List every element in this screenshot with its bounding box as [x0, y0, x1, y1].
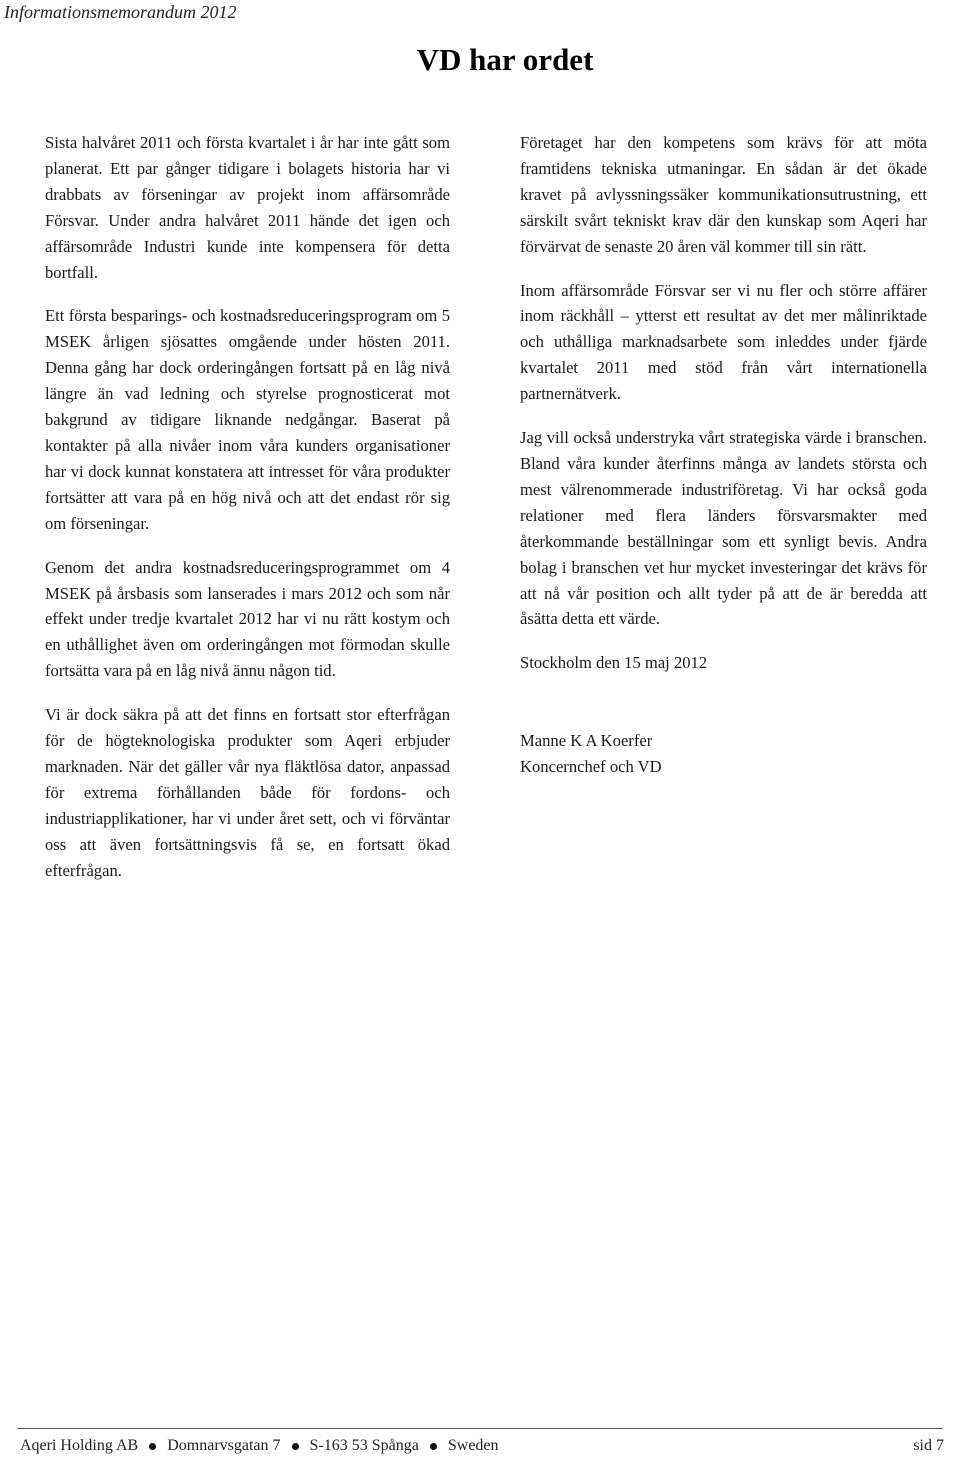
signature-title: Koncernchef och VD [520, 757, 662, 777]
body-paragraph: Ett första besparings- och kostnadsreduceringsprogram om 5 MSEK årligen sjösattes omgående under hösten 2011. Denna gång har dock orderingången fortsatt på en låg nivå längre än vad ledning och styrelse prognosticerat mot bakgrund av tidigare liknande nedgångar. Baserat på kontakter på alla nivåer inom våra kunders organisationer har vi dock kunnat konstatera att intresset för våra produkter fortsätter att vara på en hög nivå och att det endast rör sig om förseningar. [45, 306, 450, 533]
left-text-column [45, 130, 450, 883]
body-paragraph: Inom affärsområde Försvar ser vi nu fler och större affärer inom räckhåll – ytterst ett resultat av det mer målinriktade och uthålliga marknadsarbete som inleddes under fjärde kvartalet 2011 med stöd från vårt internationella partnernätverk. [520, 280, 927, 404]
footer-address [20, 1437, 499, 1455]
page-title: VD har ordet [416, 42, 594, 77]
footer-postal: S-163 53 Spånga [309, 1437, 419, 1454]
body-paragraph: Jag vill också understryka vårt strategiska värde i branschen. Bland våra kunder återfinns många av landets största och mest välrenommerade industriföretag. Vi har också goda relationer med flera länders försvarsmakter med återkommande beställningar som ett synligt bevis. Andra bolag i branschen vet hur mycket investeringar det krävs för att nå vår position och allt tyder på att de är beredda att åsätta detta ett värde. [520, 428, 927, 629]
signature-name: Manne K A Koerfer [520, 731, 653, 751]
footer-street: Domnarvsgatan 7 [167, 1437, 281, 1454]
running-header-title: Informationsmemorandum 2012 [4, 2, 237, 22]
footer-divider [17, 1428, 943, 1429]
body-paragraph: Företaget har den kompetens som krävs för att möta framtidens tekniska utmaningar. En sådan är det ökade kravet på avlyssningssäker kommunikationsutrustning, ett särskilt svårt tekniskt krav där den kunskap som Aqeri har förvärvat de senaste 20 åren väl kommer till sin rätt. [520, 133, 927, 256]
place-and-date: Stockholm den 15 maj 2012 [520, 653, 708, 673]
bullet-separator-icon [430, 1443, 437, 1450]
bullet-separator-icon [292, 1443, 299, 1450]
bullet-separator-icon [149, 1443, 156, 1450]
right-text-column [520, 130, 927, 780]
footer-company: Aqeri Holding AB [20, 1437, 139, 1454]
body-paragraph: Vi är dock säkra på att det finns en fortsatt stor efterfrågan för de högteknologiska produkter som Aqeri erbjuder marknaden. När det gäller vår nya fläktlösa dator, anpassad för extrema förhållanden både för fordons- och industriapplikationer, har vi under året sett, och vi förväntar oss att även fortsättningsvis få se, en fortsatt ökad efterfrågan. [45, 705, 450, 880]
body-paragraph: Genom det andra kostnadsreduceringsprogrammet om 4 MSEK på årsbasis som lanserades i mars 2012 och som når effekt under tredje kvartalet 2012 har vi nu rätt kostym och en uthållighet även om orderingången mot förmodan skulle fortsätta vara på en låg nivå ännu någon tid. [45, 557, 450, 681]
footer-country: Sweden [447, 1437, 499, 1454]
page-footer [0, 1428, 960, 1468]
signature-block [520, 728, 927, 780]
body-paragraph: Sista halvåret 2011 och första kvartalet i år har inte gått som planerat. Ett par gånger tidigare i bolagets historia har vi drabbats av förseningar av projekt inom affärsområde Försvar. Under andra halvåret 2011 hände det igen och affärsområde Industri kunde inte kompensera för detta bortfall. [45, 133, 450, 282]
page-number: sid 7 [913, 1437, 944, 1454]
